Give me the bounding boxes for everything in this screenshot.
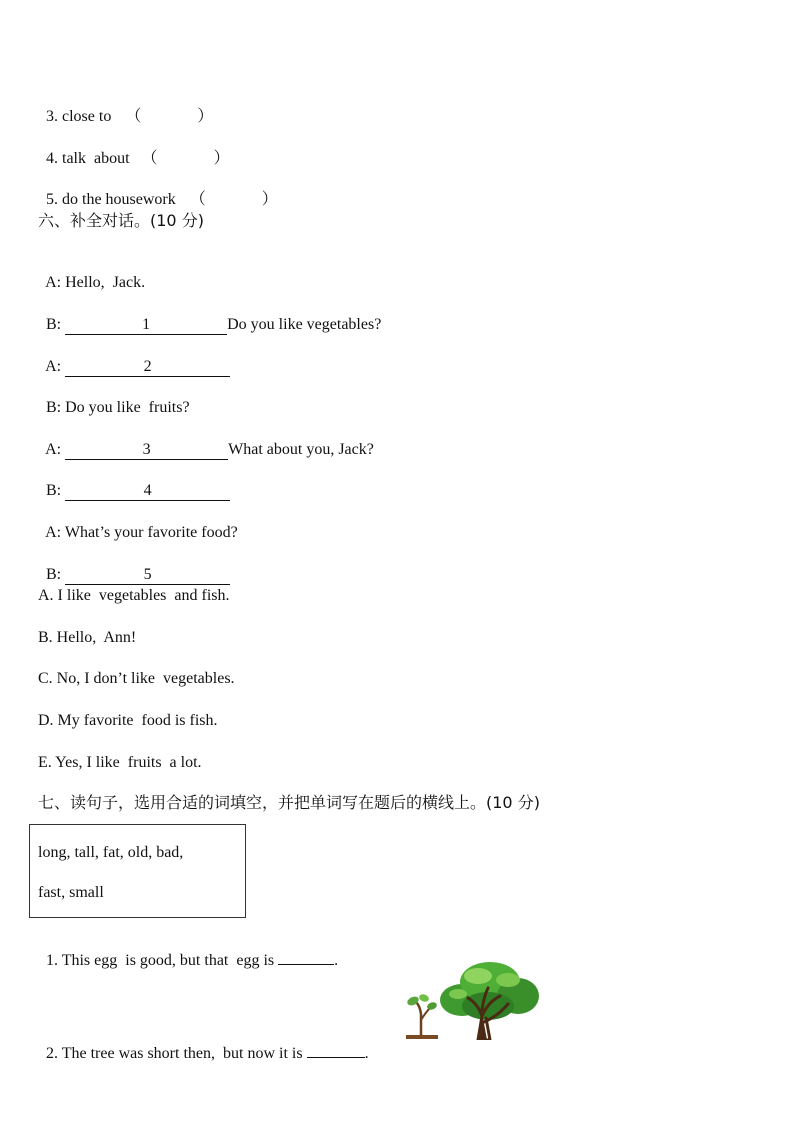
answer-blank[interactable] (307, 1057, 365, 1058)
answer-paren-close: ） (261, 191, 278, 208)
dialogue-text: What’s your favorite food? (64, 524, 238, 541)
answer-blank[interactable] (65, 566, 230, 585)
blank-number: 3 (142, 441, 151, 458)
dialogue-line-8 (38, 545, 230, 585)
dialogue-line-3 (38, 337, 230, 377)
dialogue-text: What about you, Jack? (228, 441, 374, 458)
section-6-title: 六、补全对话。(10 分) (38, 211, 204, 230)
dialogue-line-4 (38, 378, 190, 418)
answer-blank[interactable] (65, 316, 227, 335)
question-2 (38, 1024, 369, 1064)
answer-paren-open: （ (125, 108, 142, 125)
blank-number: 2 (143, 358, 152, 375)
phrase-4 (38, 129, 230, 169)
section-7-title: 七、读句子，选用合适的词填空，并把单词写在题后的横线上。(10 分) (38, 793, 540, 812)
answer-paren-close: ） (197, 108, 214, 125)
answer-blank[interactable] (65, 441, 228, 460)
phrase-5 (38, 170, 278, 210)
answer-paren-open: （ (141, 150, 158, 167)
word-box-line-1: long, tall, fat, old, bad, (38, 844, 184, 861)
answer-paren-close: ） (213, 150, 230, 167)
speaker: A: (45, 358, 62, 375)
option-b: B. Hello, Ann! (38, 629, 137, 646)
tree-illustration (438, 960, 540, 1040)
speaker: B: (46, 566, 62, 583)
answer-paren-open: （ (189, 191, 206, 208)
answer-blank[interactable] (65, 358, 230, 377)
question-end: . (364, 1045, 369, 1062)
blank-number: 4 (143, 482, 152, 499)
option-a: A. I like vegetables and fish. (38, 587, 230, 604)
dialogue-line-1 (38, 253, 145, 293)
answer-blank[interactable] (65, 482, 230, 501)
dialogue-line-2 (38, 295, 381, 335)
answer-blank[interactable] (278, 964, 334, 965)
speaker: A: (45, 524, 62, 541)
option-e: E. Yes, I like fruits a lot. (38, 754, 202, 771)
speaker: B: (46, 482, 62, 499)
question-text: 1. This egg is good, but that egg is (46, 952, 275, 969)
blank-number: 5 (143, 566, 152, 583)
speaker: A: (45, 441, 62, 458)
question-end: . (334, 952, 339, 969)
phrase-text: 5. do the housework (46, 191, 176, 208)
speaker: B: (46, 316, 62, 333)
dialogue-line-5 (38, 420, 374, 460)
phrase-text: 4. talk about (46, 150, 130, 167)
dialogue-text: Do you like vegetables? (227, 316, 382, 333)
phrase-3 (38, 87, 213, 127)
dialogue-line-7 (38, 503, 238, 543)
speaker: B: (46, 399, 62, 416)
option-c: C. No, I don’t like vegetables. (38, 670, 235, 687)
speaker: A: (45, 274, 62, 291)
phrase-text: 3. close to (46, 108, 112, 125)
blank-number: 1 (142, 316, 151, 333)
sapling-illustration (404, 992, 440, 1040)
option-d: D. My favorite food is fish. (38, 712, 218, 729)
dialogue-text: Hello, Jack. (65, 274, 146, 291)
word-box-line-2: fast, small (38, 884, 104, 901)
question-text: 2. The tree was short then, but now it is (46, 1045, 303, 1062)
question-1 (38, 931, 338, 971)
dialogue-line-6 (38, 461, 230, 501)
dialogue-text: Do you like fruits? (65, 399, 190, 416)
word-box (29, 824, 246, 918)
